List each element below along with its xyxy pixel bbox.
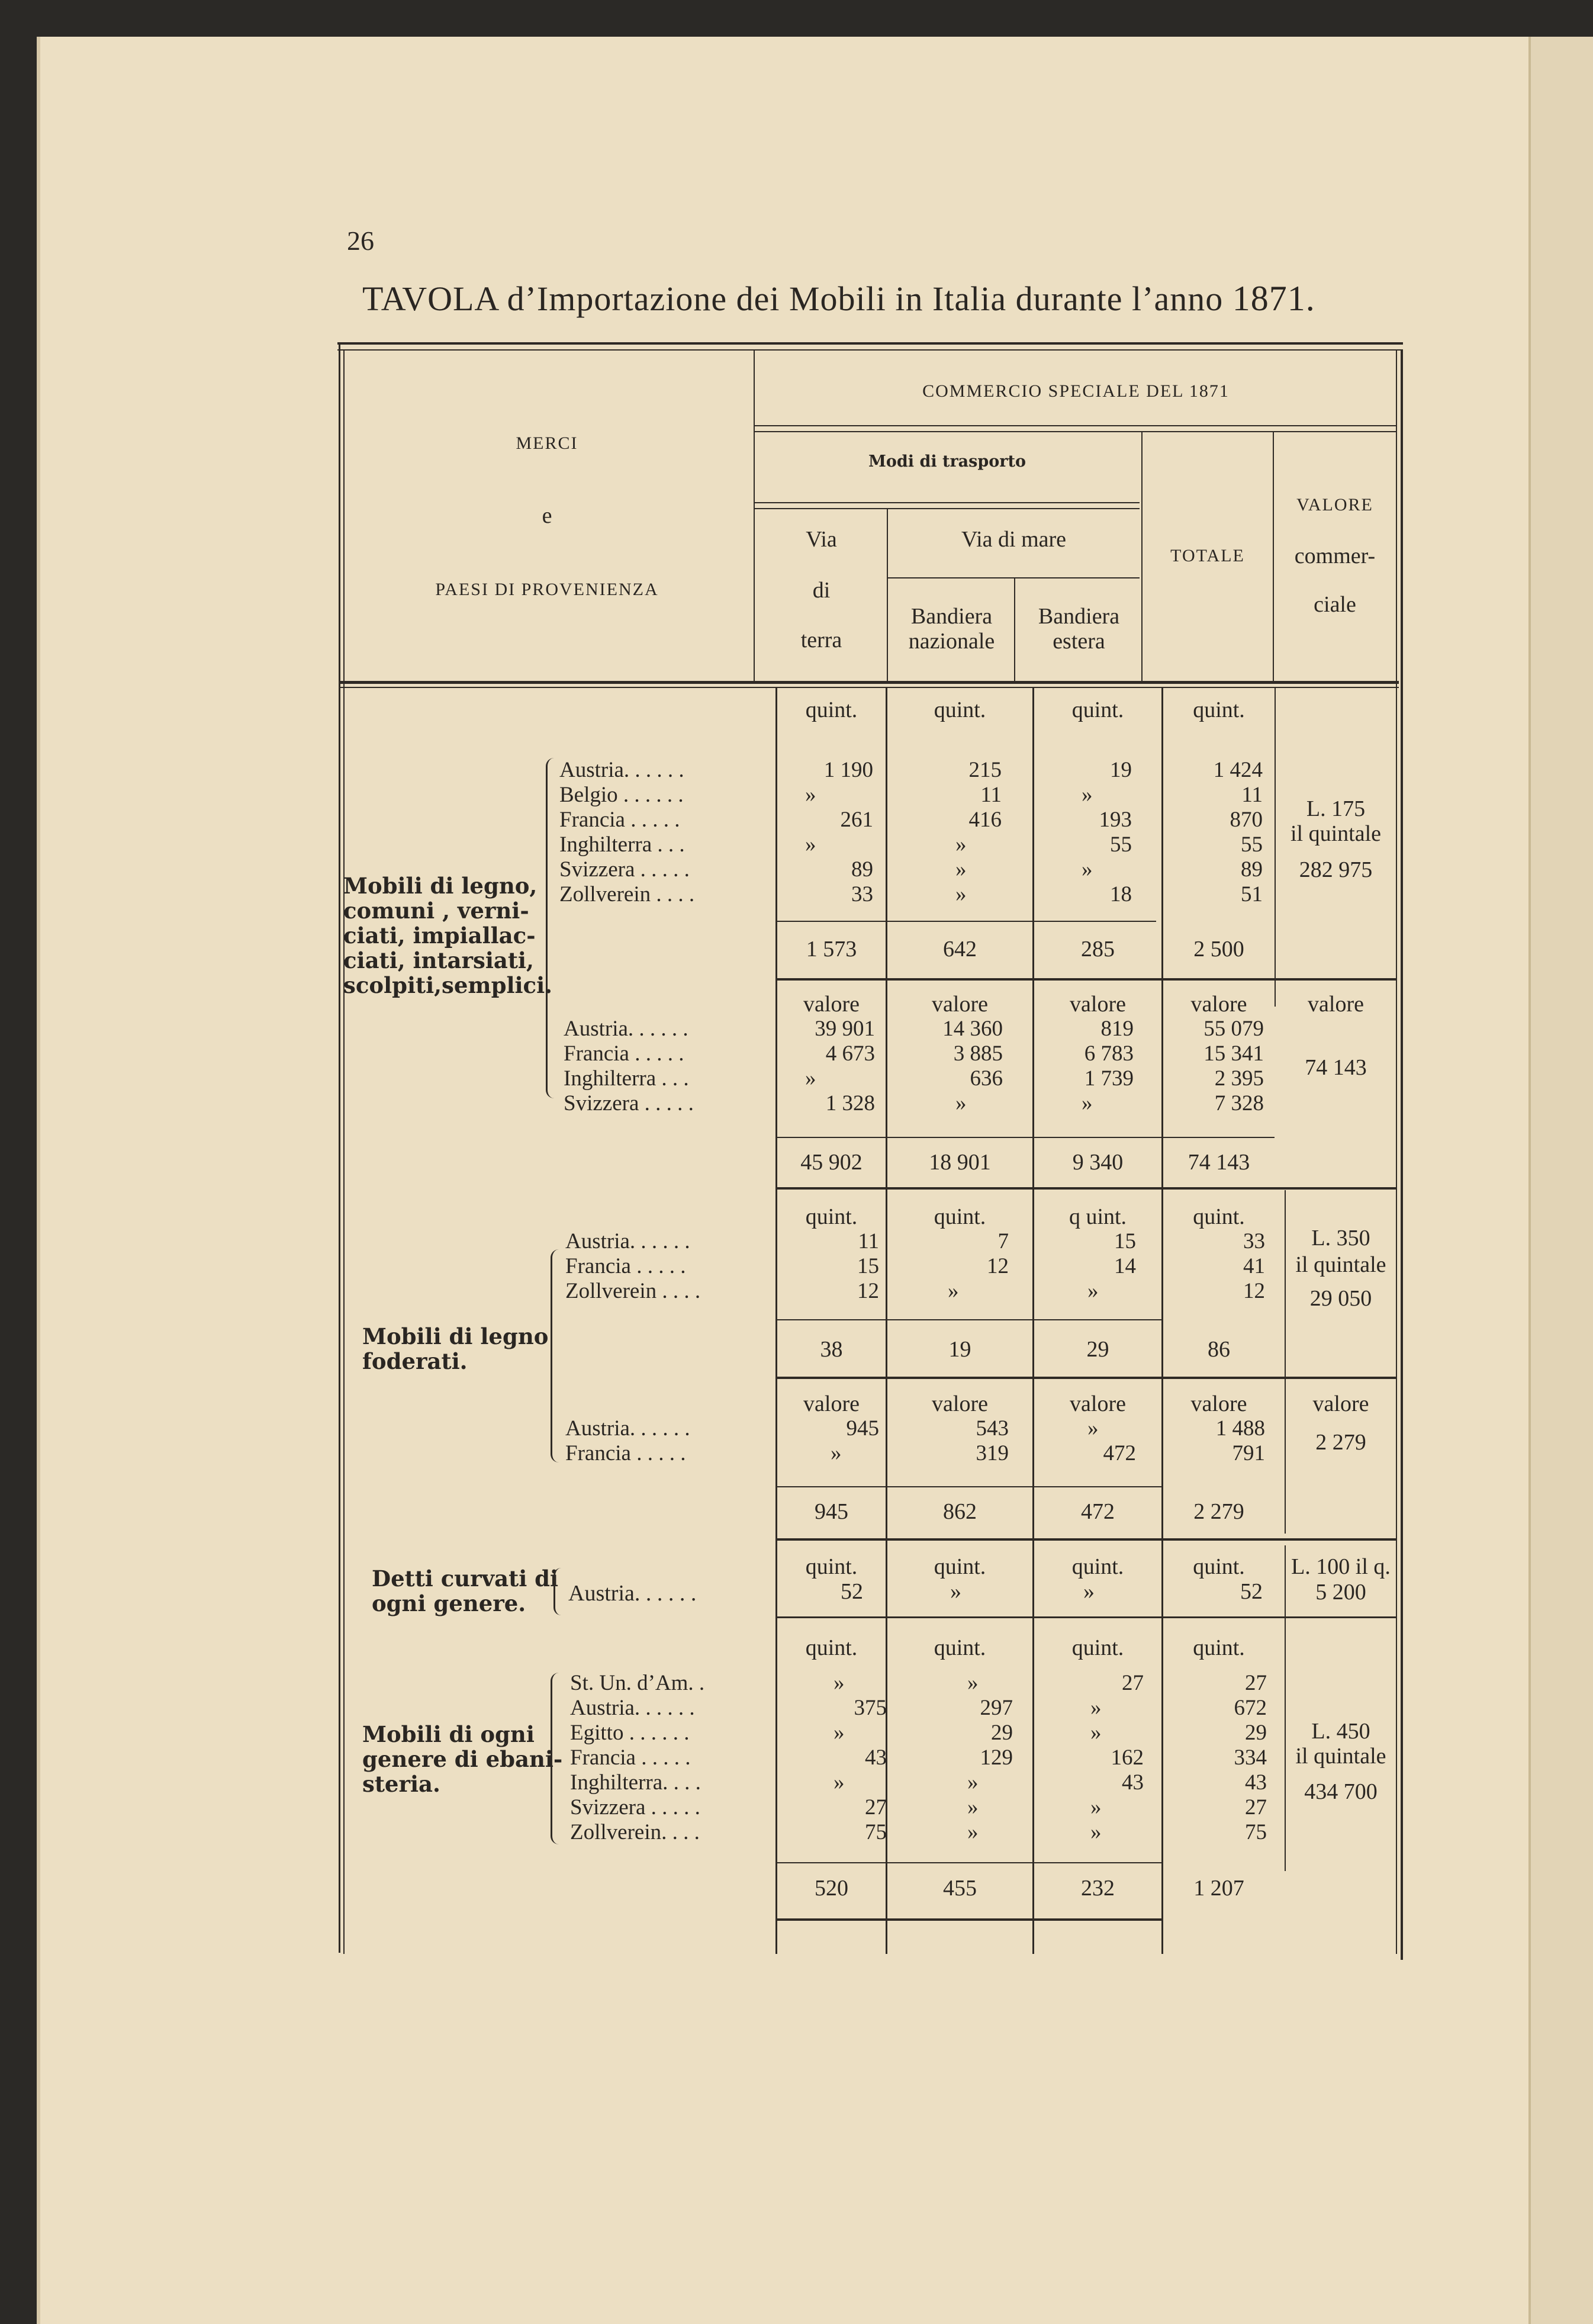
header-via: Via (806, 527, 837, 552)
s2v-unit-valore: valore (1312, 1391, 1369, 1416)
s1v-sub-rule (777, 1137, 1275, 1138)
s1-total-terra: 1 573 (806, 937, 857, 962)
header-modi: Modi di trasporto (868, 452, 1026, 471)
s2-total-totale: 86 (1208, 1337, 1230, 1362)
s1v-total-totale: 74 143 (1187, 1150, 1250, 1175)
s3-unit-terra: quint. (805, 1554, 858, 1579)
header-commercio: COMMERCIO SPECIALE DEL 1871 (922, 381, 1230, 401)
frame-right (1401, 349, 1403, 1960)
s1v-unit-estera: valore (1070, 992, 1126, 1017)
header-di: di (812, 578, 831, 603)
s4-valore-price: L. 450 (1311, 1719, 1370, 1744)
s4-total-totale: 1 207 (1193, 1876, 1244, 1901)
s2-estera: 15 14 » (1087, 1229, 1136, 1303)
s4-unit-estera: quint. (1071, 1635, 1124, 1660)
s2v-unit-naz: valore (932, 1391, 988, 1416)
vrule-valore-1 (1275, 687, 1276, 1007)
header-paesi: PAESI DI PROVENIENZA (435, 580, 659, 599)
section-1-brace (546, 758, 556, 1098)
s3-terra: 52 (841, 1579, 863, 1604)
s1-totale: 1 424 11 870 55 89 51 (1213, 758, 1263, 907)
header-via-mare: Via di mare (961, 527, 1067, 552)
s3-unit-naz: quint. (934, 1554, 986, 1579)
s3-valore-total: 5 200 (1315, 1580, 1366, 1605)
frame-top (337, 342, 1403, 345)
s2-sub-rule (777, 1319, 1162, 1320)
s3-unit-estera: quint. (1071, 1554, 1124, 1579)
s4-total-naz: 455 (943, 1876, 977, 1901)
title-year: 1871. (1232, 279, 1315, 318)
s2v-total-terra: 945 (815, 1499, 848, 1524)
s2v-countries: Austria. . . . . . Francia . . . . . (565, 1416, 690, 1465)
rule-modi (755, 502, 1140, 503)
s3-totale: 52 (1240, 1579, 1263, 1604)
s1v-unit-naz: valore (932, 992, 988, 1017)
s1v-total-estera: 9 340 (1072, 1150, 1124, 1175)
rule-header-bottom-2 (340, 687, 1399, 688)
s2v-nazionale: 543 319 (976, 1416, 1009, 1465)
s1-unit-totale: quint. (1193, 697, 1245, 722)
s2v-terra: 945 » (831, 1416, 879, 1465)
s3-rule-end (777, 1616, 1396, 1618)
s1-valore-total: 282 975 (1299, 857, 1373, 882)
s2-total-estera: 29 (1086, 1337, 1109, 1362)
header-valore-2: commer- (1294, 544, 1376, 568)
s1-terra: 1 190 » 261 » 89 33 (805, 758, 873, 907)
s1v-total-naz: 18 901 (929, 1150, 991, 1175)
s2v-valore: 2 279 (1315, 1430, 1366, 1455)
s1v-valore: 74 143 (1305, 1055, 1367, 1080)
s2-valore-unit: il quintale (1295, 1252, 1386, 1277)
s4-unit-terra: quint. (805, 1635, 858, 1660)
s2-rule-end (777, 1538, 1396, 1541)
s4-countries: St. Un. d’Am. . Austria. . . . . . Egitto . . . . . . Francia . . . . . Inghilterra. . . . Svizzera . . . . . Zollverein. . . . (570, 1671, 705, 1844)
header-valore-3: ciale (1314, 592, 1356, 617)
section-2-name: Mobili di legno foderati. (362, 1323, 549, 1374)
s2v-total-estera: 472 (1081, 1499, 1115, 1524)
s2-valore-price: L. 350 (1311, 1226, 1370, 1251)
s2-terra: 11 15 12 (857, 1229, 879, 1303)
s1-total-totale: 2 500 (1193, 937, 1244, 962)
s2v-unit-totale: valore (1190, 1391, 1247, 1416)
s2-totale: 33 41 12 (1243, 1229, 1265, 1303)
s1v-unit-terra: valore (803, 992, 860, 1017)
s2v-totale: 1 488 791 (1215, 1416, 1265, 1465)
title-main: TAVOLA d’Importazione dei Mobili in Italia durante l’anno (362, 279, 1224, 318)
rule-commercio (755, 425, 1397, 426)
s1-unit-naz: quint. (934, 697, 986, 722)
s1v-total-terra: 45 902 (800, 1150, 863, 1175)
s2-valore-total: 29 050 (1309, 1286, 1372, 1311)
section-3-brace (553, 1568, 561, 1615)
header-e: e (542, 503, 552, 528)
s1-sub-rule (777, 921, 1156, 922)
s1v-countries: Austria. . . . . . Francia . . . . . Inghilterra . . . Svizzera . . . . . (564, 1017, 694, 1116)
s2-countries: Austria. . . . . . Francia . . . . . Zollverein . . . . (565, 1229, 701, 1303)
s1-nazionale: 215 11 416 » » » (955, 758, 1002, 907)
header-terra: terra (800, 628, 842, 652)
page-number: 26 (347, 226, 374, 256)
header-bandiera-est-2: estera (1053, 629, 1105, 654)
s2v-estera: » 472 (1087, 1416, 1136, 1465)
section-4-name: Mobili di ogni genere di ebani- steria. (362, 1721, 563, 1797)
s2v-total-totale: 2 279 (1193, 1499, 1244, 1524)
s2v-total-naz: 862 (943, 1499, 977, 1524)
header-totale: TOTALE (1170, 546, 1245, 565)
s1-valore-unit: il quintale (1290, 821, 1382, 846)
s2-nazionale: 7 12 » (948, 1229, 1009, 1303)
header-bandiera-est-1: Bandiera (1038, 604, 1120, 629)
s1-estera: 19 » 193 55 » 18 (1082, 758, 1132, 907)
s4-unit-totale: quint. (1193, 1635, 1245, 1660)
s4-total-terra: 520 (815, 1876, 848, 1901)
s4-totale: 27 672 29 334 43 27 75 (1234, 1671, 1267, 1844)
header-merci: MERCI (516, 433, 578, 453)
s3-unit-totale: quint. (1193, 1554, 1245, 1579)
s4-nazionale: » 297 29 129 » » » (967, 1671, 1013, 1844)
frame-top-inner (337, 349, 1403, 351)
section-4-brace (551, 1673, 561, 1844)
header-bandiera-naz-2: nazionale (908, 629, 995, 654)
s3-estera: » (1083, 1579, 1095, 1604)
table-title (362, 278, 1315, 319)
s4-unit-naz: quint. (934, 1635, 986, 1660)
rule-modi-2 (755, 508, 1140, 509)
header-valore-1: VALORE (1296, 495, 1373, 515)
s4-terra: » 375 » 43 » 27 75 (833, 1671, 887, 1844)
section-2-brace (551, 1249, 561, 1462)
s1-unit-terra: quint. (805, 697, 858, 722)
s4-valore-total: 434 700 (1304, 1779, 1378, 1804)
s1v-unit-valore: valore (1308, 992, 1364, 1017)
s3-nazionale: » (950, 1579, 961, 1604)
s2-unit-terra: quint. (805, 1204, 858, 1229)
s3-country: Austria. . . . . . (568, 1581, 697, 1606)
s1v-unit-totale: valore (1190, 992, 1247, 1017)
s2-rule-a (777, 1377, 1396, 1379)
s1-unit-estera: quint. (1071, 697, 1124, 722)
s2-total-terra: 38 (820, 1337, 843, 1362)
s4-sub-rule (777, 1862, 1162, 1863)
s2v-unit-estera: valore (1070, 1391, 1126, 1416)
s4-rule-end (777, 1918, 1162, 1921)
s1-valore-price: L. 175 (1306, 796, 1366, 821)
s2v-sub-rule (777, 1486, 1162, 1487)
frame-right-inner (1396, 349, 1397, 1954)
s1-rule-a (777, 978, 1396, 981)
s4-estera: 27 » » 162 43 » » (1090, 1671, 1144, 1844)
section-1-name: Mobili di legno, comuni , verni- ciati, impiallac- ciati, intarsiati, scolpiti,semplici. (343, 873, 553, 998)
section-3-name: Detti curvati di ogni genere. (372, 1566, 559, 1616)
next-page-edge (1528, 37, 1593, 2324)
s2-unit-naz: quint. (934, 1204, 986, 1229)
s1-rule-end (777, 1187, 1396, 1190)
s1v-nazionale: 14 360 3 885 636 » (942, 1017, 1003, 1116)
s3-valore-price: L. 100 il q. (1291, 1554, 1391, 1579)
s1v-estera: 819 6 783 1 739 » (1082, 1017, 1134, 1116)
s1-countries: Austria. . . . . . Belgio . . . . . . Francia . . . . . Inghilterra . . . Svizzera . . . . . Zollverein . . . . (559, 758, 695, 907)
rule-commercio-2 (755, 431, 1397, 432)
s1v-terra: 39 901 4 673 » 1 328 (805, 1017, 875, 1116)
s2-unit-estera: q uint. (1069, 1204, 1127, 1229)
s2v-unit-terra: valore (803, 1391, 860, 1416)
s2-total-naz: 19 (948, 1337, 971, 1362)
header-bandiera-naz-1: Bandiera (910, 604, 993, 629)
s1-total-naz: 642 (943, 937, 977, 962)
s2-unit-totale: quint. (1193, 1204, 1245, 1229)
s1-total-estera: 285 (1081, 937, 1115, 962)
rule-header-bottom (340, 681, 1399, 684)
s1v-totale: 55 079 15 341 2 395 7 328 (1203, 1017, 1264, 1116)
s4-total-estera: 232 (1081, 1876, 1115, 1901)
s4-valore-unit: il quintale (1295, 1744, 1386, 1769)
